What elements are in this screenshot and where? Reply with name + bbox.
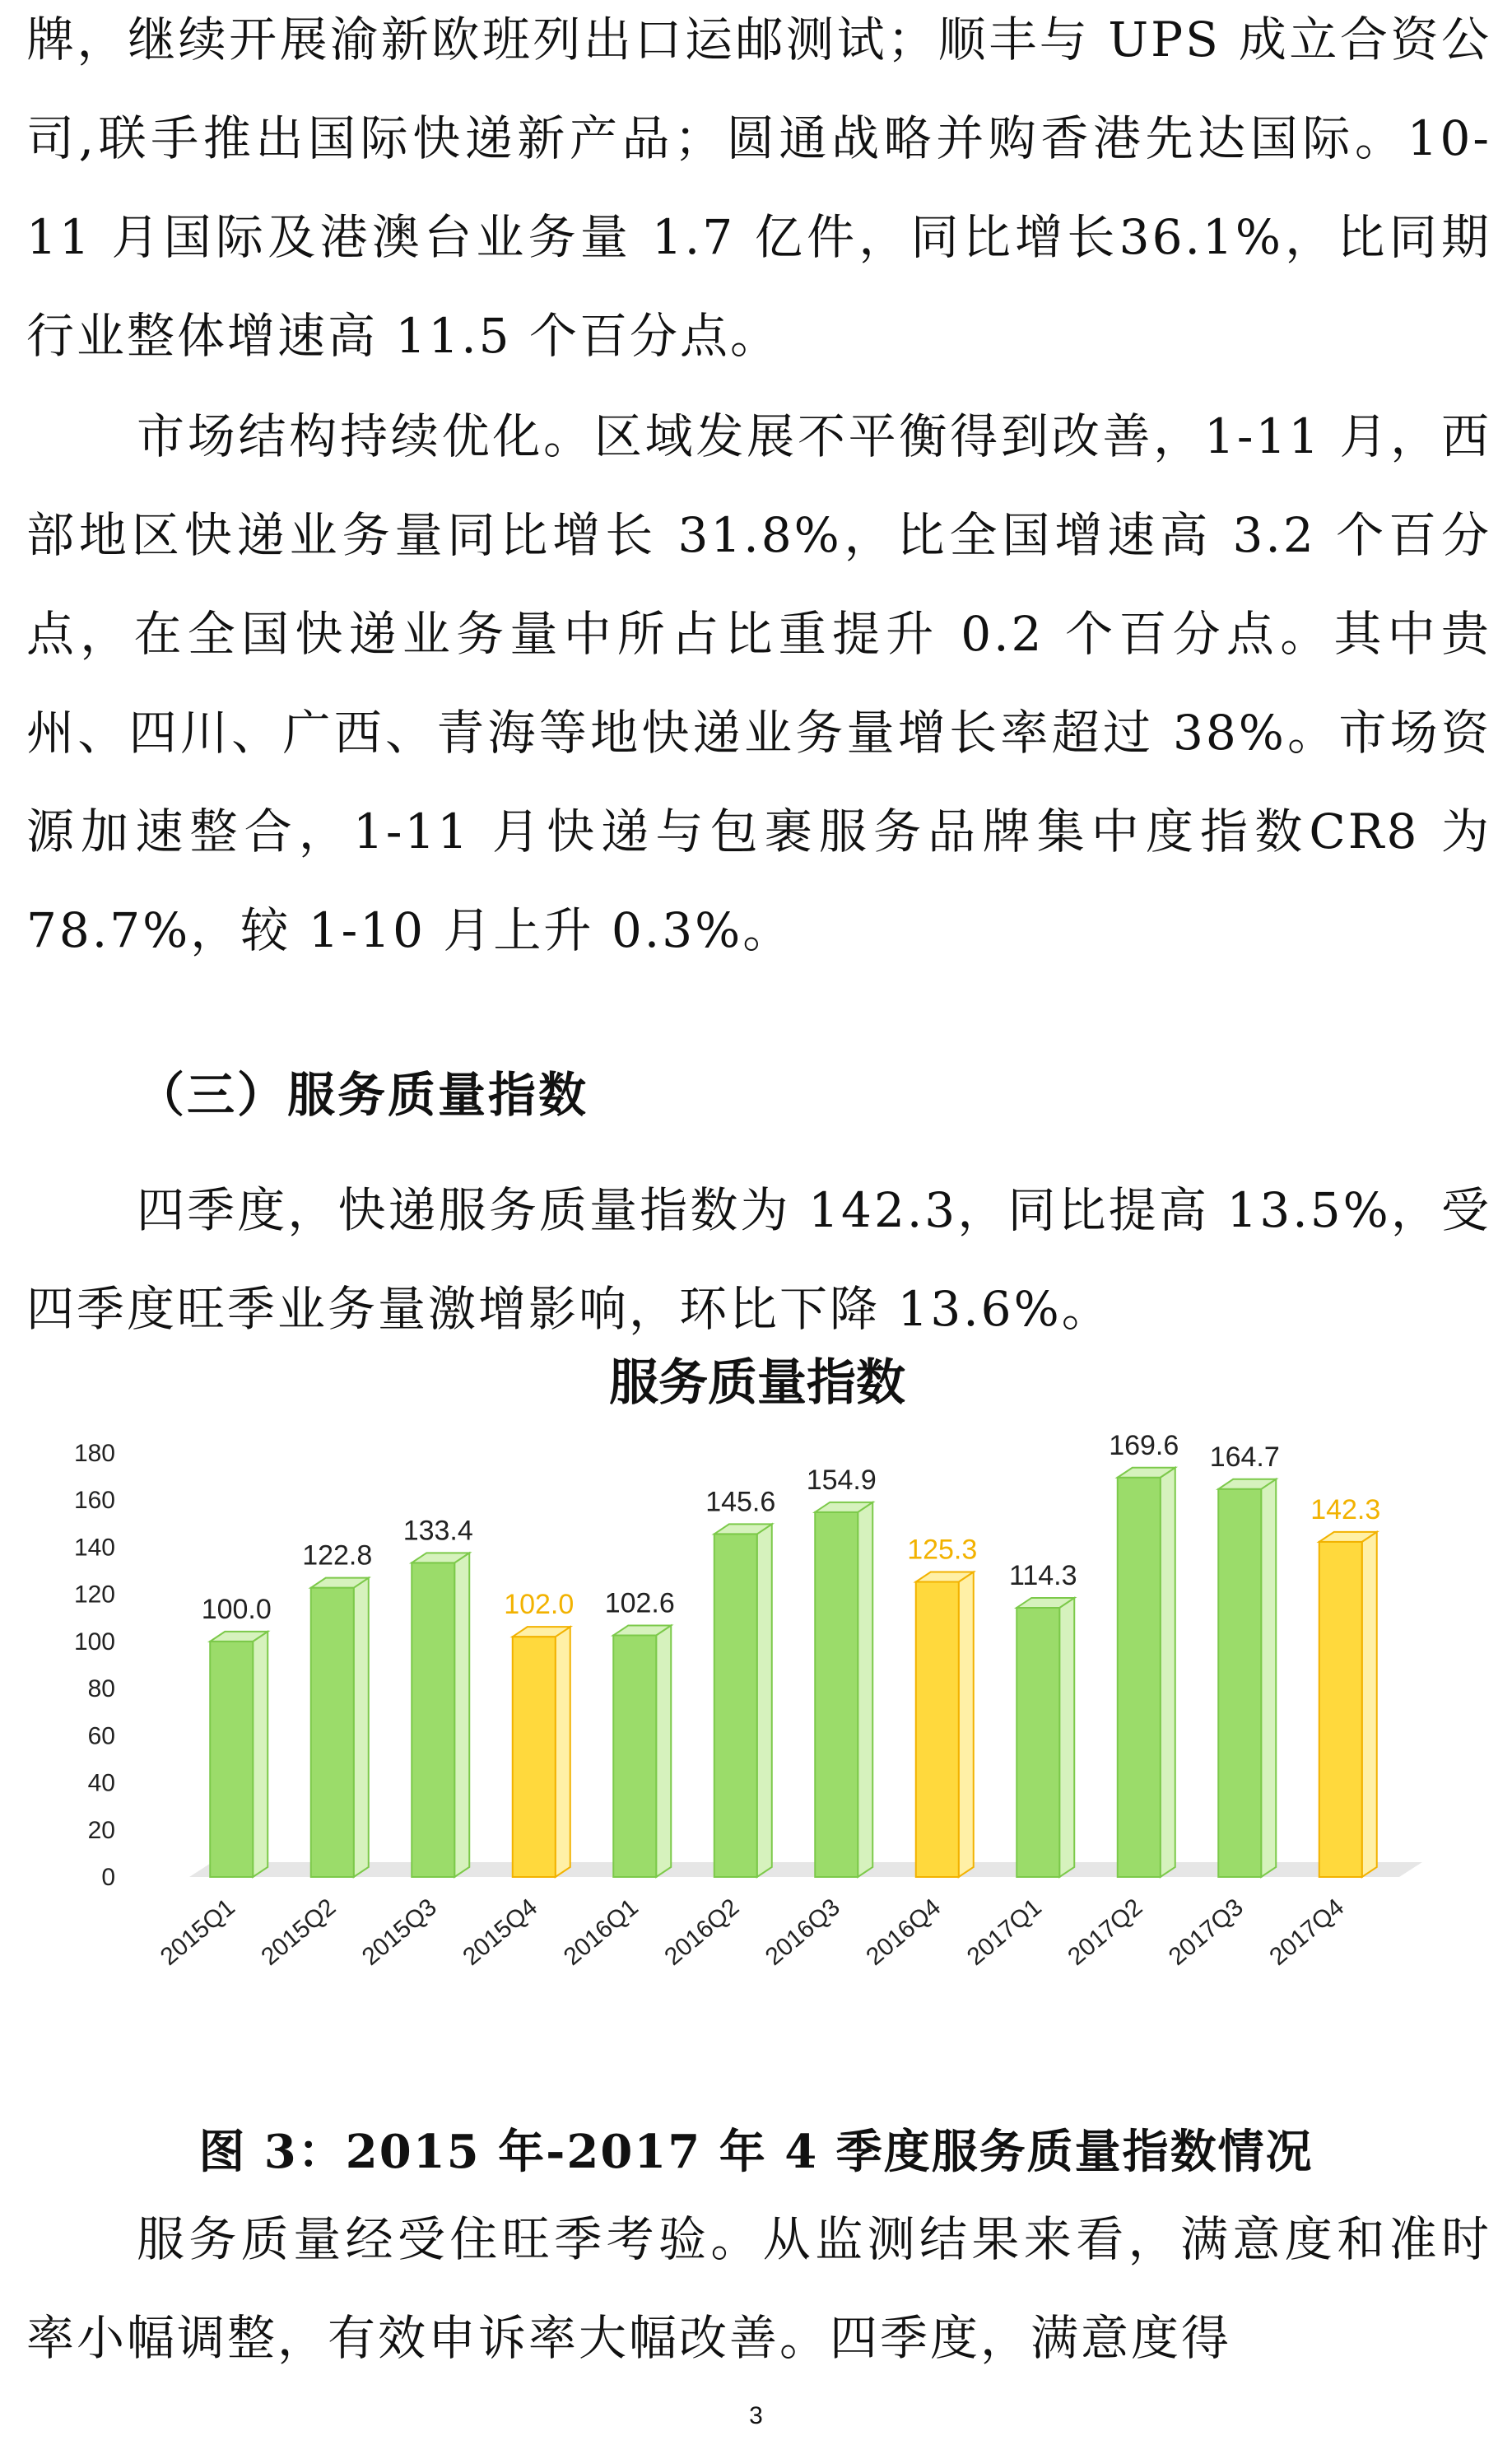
bar-value-label: 102.0	[504, 1589, 575, 1621]
bar-value-label: 102.6	[604, 1587, 675, 1619]
paragraph-service-quality: 四季度，快递服务质量指数为 142.3，同比提高 13.5%，受四季度旺季业务量激增影响，环比下降 13.6%。	[26, 1182, 1491, 1337]
paragraph-peak-season: 服务质量经受住旺季考验。从监测结果来看，满意度和准时率小幅调整，有效申诉率大幅改善。四季度，满意度得	[26, 2211, 1491, 2366]
paragraph-international: 牌，继续开展渝新欧班列出口运邮测试；顺丰与 UPS 成立合资公司,联手推出国际快递新产品；圆通战略并购香港先达国际。10-11 月国际及港澳台业务量 1.7 亿件，同比增长36.1%，比同期行业整体增速高 11.5 个百分点。	[26, 12, 1491, 364]
service-quality-chart	[33, 1350, 1482, 2058]
y-tick-label: 140	[73, 1534, 115, 1562]
y-tick-label: 160	[73, 1487, 115, 1515]
bar-side	[757, 1524, 772, 1877]
bar	[311, 1588, 354, 1877]
bar-side	[1261, 1479, 1276, 1877]
bar	[1319, 1542, 1362, 1877]
x-tick-label: 2017Q4	[1264, 1893, 1350, 1971]
x-tick-label: 2017Q3	[1163, 1893, 1249, 1971]
x-tick-label: 2016Q1	[558, 1893, 644, 1971]
bar	[815, 1512, 858, 1877]
bar-side	[556, 1627, 570, 1877]
bar-value-label: 169.6	[1109, 1429, 1179, 1461]
bar	[1218, 1489, 1261, 1877]
bar-value-label: 154.9	[806, 1464, 877, 1496]
bar-value-label: 100.0	[201, 1593, 272, 1625]
bar-value-label: 142.3	[1310, 1493, 1381, 1525]
x-tick-label: 2015Q4	[458, 1893, 543, 1971]
section-heading: （三）服务质量指数	[137, 1067, 589, 1123]
bar-value-label: 133.4	[402, 1515, 473, 1547]
page-number: 3	[749, 2402, 763, 2429]
bar-side	[959, 1572, 974, 1877]
bar-value-label: 114.3	[1008, 1559, 1077, 1591]
y-tick-label: 80	[87, 1675, 115, 1703]
bar-side	[454, 1553, 469, 1877]
y-tick-label: 40	[87, 1769, 115, 1797]
bar	[1118, 1478, 1161, 1877]
bar-value-label: 122.8	[302, 1539, 373, 1572]
y-tick-label: 20	[87, 1816, 115, 1844]
x-tick-label: 2016Q2	[659, 1893, 745, 1971]
bar-side	[354, 1578, 369, 1877]
bar-value-label: 164.7	[1209, 1441, 1280, 1473]
bar	[210, 1642, 253, 1877]
bar-value-label: 145.6	[705, 1486, 776, 1518]
bar-side	[656, 1625, 671, 1877]
bar	[714, 1534, 757, 1877]
x-tick-label: 2017Q1	[961, 1893, 1047, 1971]
x-tick-label: 2015Q3	[356, 1893, 442, 1971]
paragraph-market-structure: 市场结构持续优化。区域发展不平衡得到改善，1-11 月，西部地区快递业务量同比增长 31.8%，比全国增速高 3.2 个百分点，在全国快递业务量中所占比重提升 0.2 个百分点。其中贵州、四川、广西、青海等地快递业务量增长率超过 38%。市场资源加速整合，1-11 月快递与包裹服务品牌集中度指数CR8 为 78.7%，较 1-10 月上升 0.3%。	[26, 408, 1491, 958]
x-tick-label: 2016Q3	[760, 1893, 845, 1971]
x-tick-label: 2015Q1	[155, 1893, 240, 1971]
y-tick-label: 180	[73, 1440, 115, 1467]
bar-side	[1362, 1532, 1377, 1877]
bar	[613, 1635, 656, 1877]
bar	[1017, 1608, 1059, 1877]
x-tick-label: 2016Q4	[861, 1893, 947, 1971]
chart-canvas	[33, 1350, 1482, 2058]
bar-side	[1161, 1468, 1175, 1877]
bar-value-label: 125.3	[907, 1534, 978, 1566]
y-tick-label: 60	[87, 1722, 115, 1750]
y-tick-label: 100	[73, 1628, 115, 1656]
bar-side	[858, 1502, 872, 1877]
y-tick-label: 0	[101, 1864, 115, 1891]
chart-title: 服务质量指数	[609, 1354, 905, 1412]
bar	[916, 1582, 959, 1877]
x-tick-label: 2017Q2	[1063, 1893, 1148, 1971]
bar	[412, 1562, 454, 1877]
figure-caption: 图 3：2015 年-2017 年 4 季度服务质量指数情况	[198, 2125, 1314, 2179]
bar-side	[1059, 1598, 1074, 1877]
y-tick-label: 120	[73, 1581, 115, 1609]
bar-side	[253, 1632, 268, 1877]
x-tick-label: 2015Q2	[256, 1893, 342, 1971]
bar	[513, 1637, 556, 1877]
